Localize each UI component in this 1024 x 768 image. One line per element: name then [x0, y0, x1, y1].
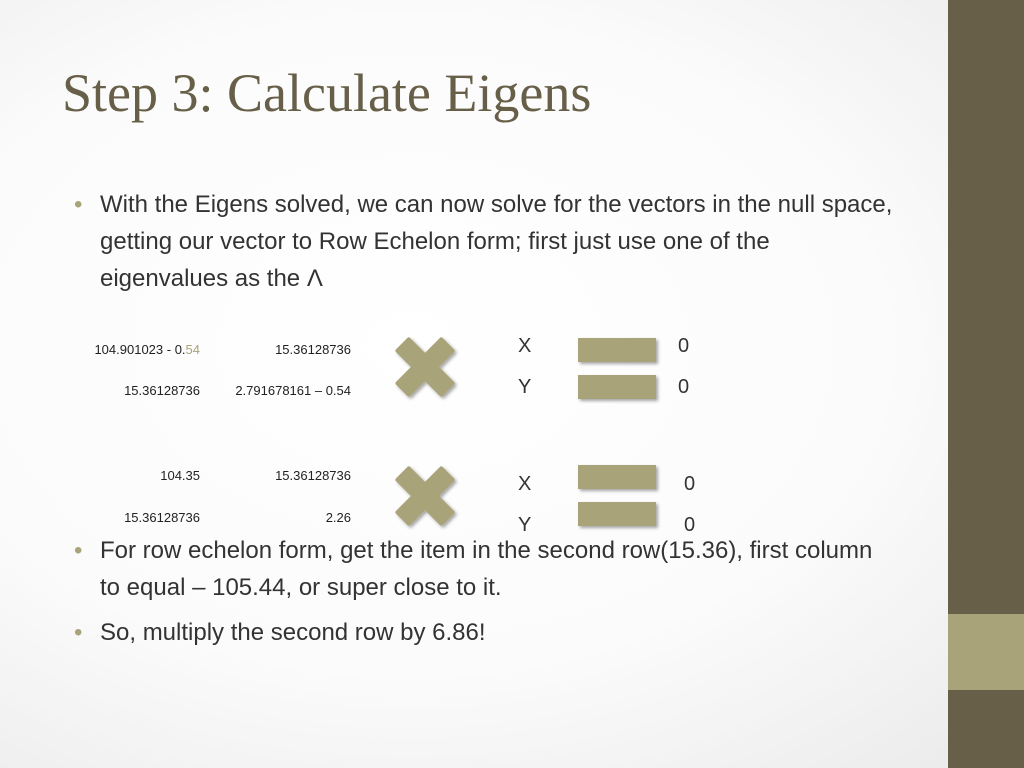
equals-icon [578, 338, 656, 400]
bullet-text: So, multiply the second row by 6.86! [100, 619, 486, 646]
equals-bar-bottom [578, 502, 656, 526]
bullet-marker: • [74, 191, 83, 218]
matrix2-r2c1: 15.36128736 [124, 510, 200, 525]
equals-bar-bottom [578, 375, 656, 399]
matrix1-r1c2: 15.36128736 [275, 342, 351, 357]
matrix1-r2c1: 15.36128736 [124, 383, 200, 398]
sidebar-accent-block [948, 614, 1024, 690]
bullet-text: For row echelon form, get the item in the second row(15.36), first column to equal – 105.44, or super close to it. [100, 537, 873, 601]
matrix2-r2c2: 2.26 [325, 510, 351, 525]
bullet-marker: • [74, 619, 83, 646]
vector2-x: X [518, 473, 532, 495]
matrix1-r1c1: 104.901023 - 0.54 [94, 342, 200, 357]
matrix2-r1c2: 15.36128736 [275, 468, 351, 483]
bullet-item [74, 614, 894, 651]
equals-bar-top [578, 465, 656, 489]
matrix1-r2c2: 2.791678161 – 0.54 [235, 383, 351, 398]
bullet-list-top [74, 186, 894, 305]
slide-title: Step 3: Calculate Eigens [62, 63, 592, 123]
multiply-icon [388, 330, 462, 404]
vector2-y: Y [518, 514, 532, 536]
bullet-item [74, 186, 894, 297]
vector1-x: X [518, 335, 532, 357]
bullet-item [74, 532, 894, 606]
matrix2-r1c1: 104.35 [160, 468, 200, 483]
bullet-text: With the Eigens solved, we can now solve for the vectors in the null space, getting our vector to Row Echelon form; first just use one of the eigenvalues as the Λ [100, 191, 893, 292]
multiply-icon [388, 459, 462, 533]
equals-icon [578, 465, 656, 527]
result2-r2: 0 [684, 514, 696, 536]
bullet-marker: • [74, 537, 83, 564]
bullet-list-bottom [74, 532, 894, 659]
result1-r1: 0 [678, 335, 690, 357]
result2-r1: 0 [684, 473, 696, 495]
equals-bar-top [578, 338, 656, 362]
result1-r2: 0 [678, 376, 690, 398]
vector1-y: Y [518, 376, 532, 398]
